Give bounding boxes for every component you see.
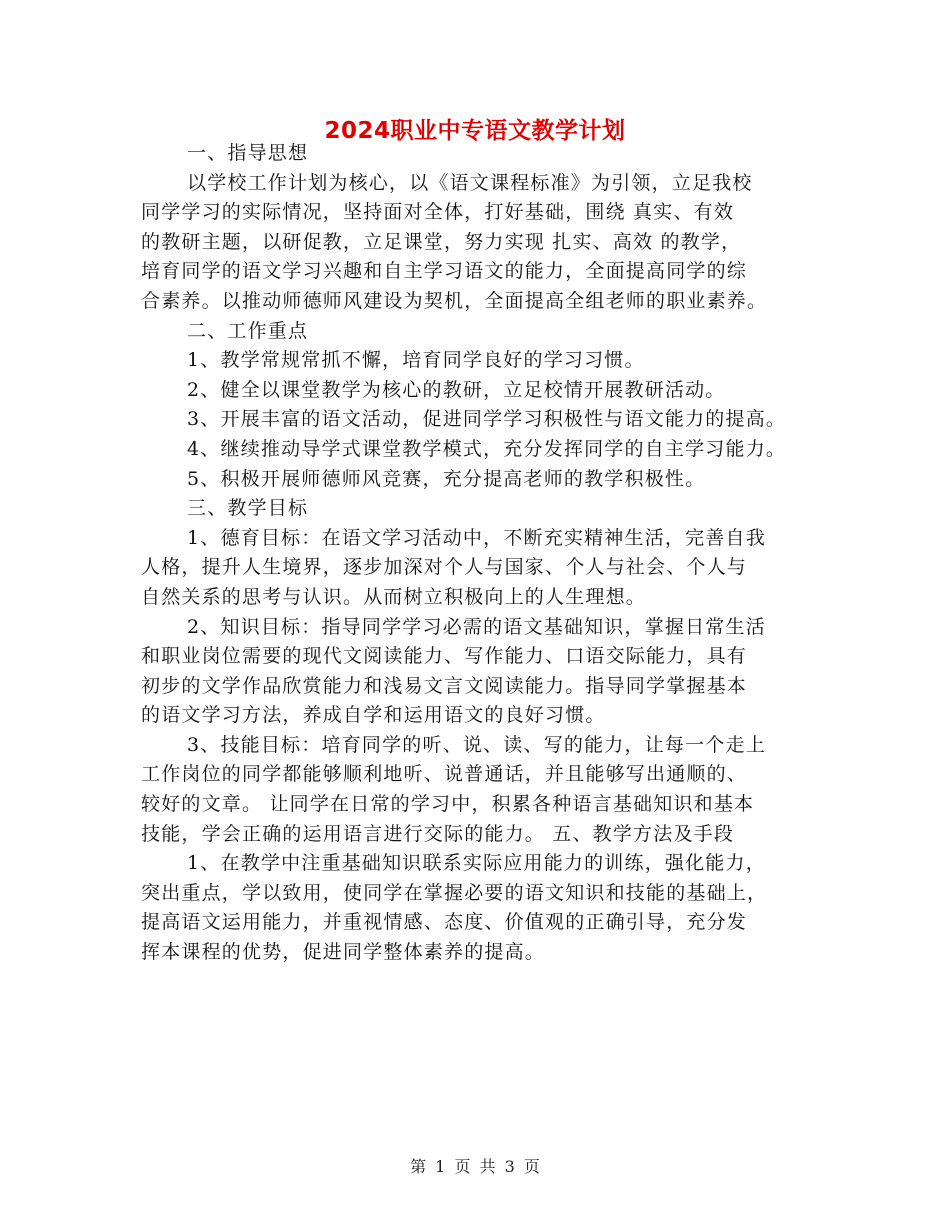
text-line: 4、继续推动导学式课堂教学模式，充分发挥同学的自主学习能力。 bbox=[187, 437, 787, 460]
text-line: 的教研主题，以研促教，立足课堂，努力实现 扎实、高效 的教学， bbox=[141, 230, 742, 253]
text-line: 较好的文章。 让同学在日常的学习中，积累各种语言基础知识和基本 bbox=[141, 793, 755, 816]
text-line: 5、积极开展师德师风竞赛，充分提高老师的教学积极性。 bbox=[187, 467, 706, 490]
text-line: 挥本课程的优势，促进同学整体素养的提高。 bbox=[141, 941, 546, 964]
text-line: 2、健全以课堂教学为核心的教研，立足校情开展教研活动。 bbox=[187, 378, 726, 401]
text-line: 以学校工作计划为核心，以《语文课程标准》为引领，立足我校 bbox=[187, 171, 753, 194]
text-line: 同学学习的实际情况，坚持面对全体，打好基础，围绕 真实、有效 bbox=[141, 201, 735, 224]
document-title: 2024职业中专语文教学计划 bbox=[324, 118, 626, 144]
text-line: 1、德育目标：在语文学习活动中，不断充实精神生活，完善自我 bbox=[187, 526, 766, 549]
text-line: 人格，提升人生境界，逐步加深对个人与国家、个人与社会、个人与 bbox=[141, 556, 748, 579]
document-body bbox=[141, 139, 831, 968]
text-line: 一、指导思想 bbox=[187, 142, 309, 164]
text-line: 和职业岗位需要的现代文阅读能力、写作能力、口语交际能力，具有 bbox=[141, 645, 748, 668]
text-line: 培育同学的语文学习兴趣和自主学习语文的能力，全面提高同学的综 bbox=[141, 260, 748, 283]
text-line: 工作岗位的同学都能够顺利地听、说普通话，并且能够写出通顺的、 bbox=[141, 763, 748, 786]
text-line: 合素养。以推动师德师风建设为契机，全面提高全组老师的职业素养。 bbox=[141, 289, 768, 312]
text-line: 的语文学习方法，养成自学和运用语文的良好习惯。 bbox=[141, 704, 606, 727]
text-line: 2、知识目标：指导同学学习必需的语文基础知识，掌握日常生活 bbox=[187, 615, 766, 638]
text-line: 三、教学目标 bbox=[187, 497, 309, 520]
text-line: 3、开展丰富的语文活动，促进同学学习积极性与语文能力的提高。 bbox=[187, 408, 787, 431]
text-line: 3、技能目标：培育同学的听、说、读、写的能力，让每一个走上 bbox=[187, 733, 766, 756]
text-line: 二、工作重点 bbox=[187, 319, 309, 342]
text-line: 1、在教学中注重基础知识联系实际应用能力的训练，强化能力， bbox=[187, 852, 766, 875]
text-line: 自然关系的思考与认识。从而树立积极向上的人生理想。 bbox=[141, 585, 647, 608]
text-line: 提高语文运用能力，并重视情感、态度、价值观的正确引导，充分发 bbox=[141, 911, 748, 934]
page-footer: 第 1 页 共 3 页 bbox=[410, 1157, 540, 1176]
text-line: 1、教学常规常抓不懈，培育同学良好的学习习惯。 bbox=[187, 349, 645, 372]
text-line: 技能，学会正确的运用语言进行交际的能力。 五、教学方法及手段 bbox=[141, 822, 735, 845]
text-line: 突出重点，学以致用，使同学在掌握必要的语文知识和技能的基础上， bbox=[141, 881, 768, 904]
text-line: 初步的文学作品欣赏能力和浅易文言文阅读能力。指导同学掌握基本 bbox=[141, 674, 748, 697]
